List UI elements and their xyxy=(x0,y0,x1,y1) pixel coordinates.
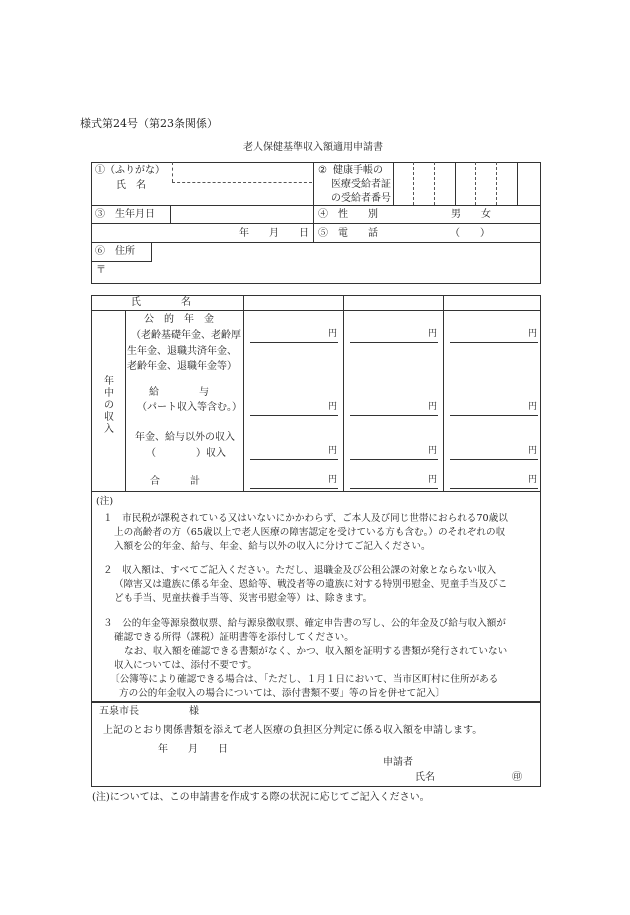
salary-amount-col1[interactable] xyxy=(250,403,338,416)
form-number: 様式第24号（第23条関係） xyxy=(80,117,218,130)
recipient-number-label: の受給者番号 xyxy=(331,193,391,204)
total-amount-col2[interactable] xyxy=(350,476,438,489)
birth-date-label: ③ 生年月日 xyxy=(95,209,155,220)
yen-unit: 円 xyxy=(327,475,337,485)
salary-amount-col2[interactable] xyxy=(350,403,438,416)
phone-label: ⑤ 電 話 xyxy=(318,228,378,239)
yen-unit: 円 xyxy=(427,402,437,412)
applicant-name-label: 氏名 xyxy=(415,772,435,783)
postal-mark: 〒 xyxy=(96,265,106,276)
yen-unit: 円 xyxy=(327,402,337,412)
salary-title: 給 与 xyxy=(149,387,209,398)
note-3-line-5: 〔公簿等により確認できる場合は、「ただし、１月１日において、当市区町村に住所がある xyxy=(110,674,499,685)
pension-amount-col2[interactable] xyxy=(350,330,438,343)
handbook-number-label: ② xyxy=(318,165,327,176)
salary-amount-col3[interactable] xyxy=(450,403,538,416)
yen-unit: 円 xyxy=(527,446,537,456)
note-2-line-3: ども手当、児童扶養手当等、災害弔慰金等）は、除きます。 xyxy=(114,593,373,604)
yen-unit: 円 xyxy=(427,446,437,456)
sex-label: ④ 性 別 xyxy=(318,209,378,220)
total-label: 合 計 xyxy=(150,476,200,487)
handbook-label: 健康手帳の xyxy=(333,165,383,176)
pension-sub-3: 老齢年金、退職年金等） xyxy=(127,361,237,372)
yen-unit: 円 xyxy=(327,329,337,339)
pension-sub-2: 生年金、退職共済年金、 xyxy=(127,346,237,357)
note-1-line-1: １ 市民税が課税されている又はいないにかかわらず、ご本人及び同じ世帯におられる70歳以 xyxy=(103,513,508,524)
other-income-amount-col3[interactable] xyxy=(450,447,538,460)
total-amount-col1[interactable] xyxy=(250,476,338,489)
other-income-sub: （ ）収入 xyxy=(146,448,226,459)
id-number-boxes xyxy=(413,162,414,205)
note-2-line-2: （障害又は遺族に係る年金、恩給等、戦没者等の遺族に対する特別弔慰金、児童手当及びこ xyxy=(114,579,508,590)
yen-unit: 円 xyxy=(527,329,537,339)
other-income-amount-col2[interactable] xyxy=(350,447,438,460)
name-header: 氏 名 xyxy=(131,297,191,308)
pension-sub-1: （老齢基礎年金、老齢厚 xyxy=(131,330,241,341)
seal-mark: ㊞ xyxy=(512,772,522,783)
note-1-line-2: 上の高齢者の方（65歳以上で老人医療の障害認定を受けている方も含む。）のそれぞれの収 xyxy=(114,527,506,538)
footer-note: (注)については、この申請書を作成する際の状況に応じてご記入ください。 xyxy=(92,792,430,803)
yen-unit: 円 xyxy=(427,475,437,485)
other-income-title: 年金、給与以外の収入 xyxy=(135,432,235,443)
pension-amount-col1[interactable] xyxy=(250,330,338,343)
sex-options: 男 女 xyxy=(451,209,491,220)
application-statement: 上記のとおり関係書類を添えて老人医療の負担区分判定に係る収入額を申請します。 xyxy=(103,725,483,736)
note-2-line-1: ２ 収入額は、すべてご記入ください。ただし、退職金及び公租公課の対象とならない収入 xyxy=(103,565,497,576)
pension-amount-col3[interactable] xyxy=(450,330,538,343)
application-date: 年 月 日 xyxy=(158,744,228,755)
other-income-amount-col1[interactable] xyxy=(250,447,338,460)
yen-unit: 円 xyxy=(327,446,337,456)
note-3-line-2: 確認できる所得（課税）証明書等を添付してください。 xyxy=(114,632,354,643)
phone-field: （ ） xyxy=(450,228,490,239)
note-3-line-6: 方の公的年金収入の場合については、添付書類不要」等の旨を併せて記入〕 xyxy=(119,688,445,699)
notes-header: (注) xyxy=(96,496,114,507)
birth-date-field: 年 月 日 xyxy=(239,228,309,239)
pension-title: 公 的 年 金 xyxy=(144,314,214,325)
form-title: 老人保健基準収入額適用申請書 xyxy=(243,142,383,153)
note-3-line-1: ３ 公的年金等源泉徴収票、給与源泉徴収票、確定申告書の写し、公的年金及び給与収入額が xyxy=(103,618,506,629)
applicant-label: 申請者 xyxy=(383,757,413,768)
yen-unit: 円 xyxy=(527,475,537,485)
note-3-line-4: 収入については、添付不要です。 xyxy=(114,660,257,671)
salary-sub: （パート収入等含む。） xyxy=(137,402,242,413)
note-1-line-3: 入額を公的年金、給与、年金、給与以外の収入に分けてご記入ください。 xyxy=(114,541,431,552)
yen-unit: 円 xyxy=(427,329,437,339)
note-3-line-3: なお、収入額を確認できる書類がなく、かつ、収入額を証明する書類が発行されていない xyxy=(124,646,508,657)
yen-unit: 円 xyxy=(527,402,537,412)
total-amount-col3[interactable] xyxy=(450,476,538,489)
name-label: 氏 名 xyxy=(116,180,146,191)
furigana-label: ①（ふりがな） xyxy=(95,165,165,176)
annual-income-side-label: 年中の収入 xyxy=(104,376,114,435)
certificate-label: 医療受給者証 xyxy=(331,179,391,190)
addressee: 五泉市長 様 xyxy=(99,706,199,717)
address-label: ⑥ 住所 xyxy=(95,246,135,257)
